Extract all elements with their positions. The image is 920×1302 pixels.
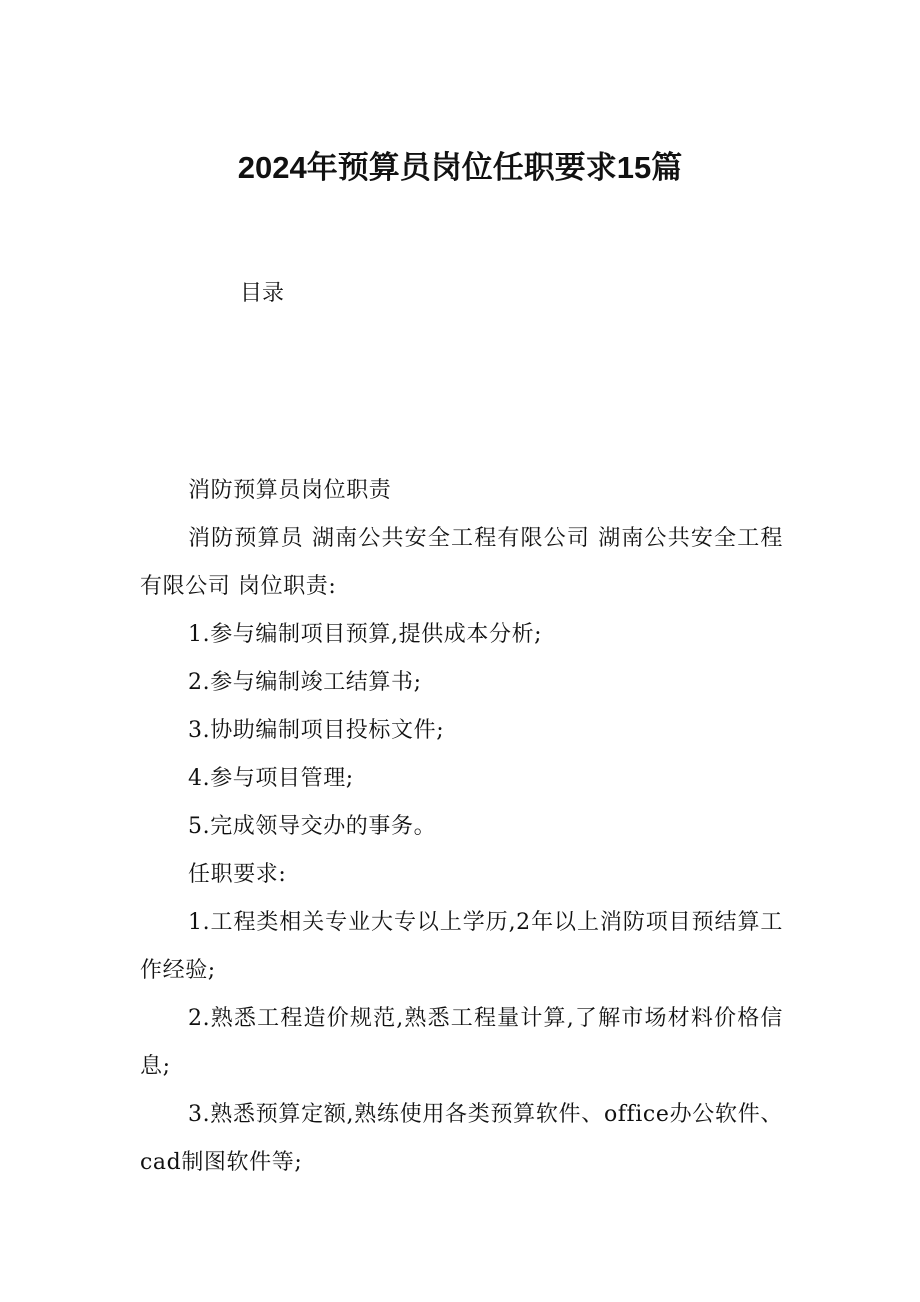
section-heading: 消防预算员岗位职责 xyxy=(188,478,392,503)
duty-item: 2.参与编制竣工结算书; xyxy=(188,670,422,695)
duty-item: 5.完成领导交办的事务。 xyxy=(188,814,437,839)
requirement-item: 1.工程类相关专业大专以上学历,2年以上消防项目预结算工作经验; xyxy=(140,910,783,983)
company-paragraph: 消防预算员 湖南公共安全工程有限公司 湖南公共安全工程有限公司 岗位职责: xyxy=(140,526,783,599)
requirement-item: 3.熟悉预算定额,熟练使用各类预算软件、office办公软件、cad制图软件等; xyxy=(140,1102,783,1175)
requirement-item: 2.熟悉工程造价规范,熟悉工程量计算,了解市场材料价格信息; xyxy=(140,1006,783,1079)
document-body xyxy=(140,467,783,1187)
toc-heading: 目录 xyxy=(240,281,285,306)
duty-item: 1.参与编制项目预算,提供成本分析; xyxy=(188,622,543,647)
duty-item: 3.协助编制项目投标文件; xyxy=(188,718,445,743)
requirements-heading: 任职要求: xyxy=(188,862,287,887)
document-title: 2024年预算员岗位任职要求15篇 xyxy=(237,150,683,185)
duty-item: 4.参与项目管理; xyxy=(188,766,354,791)
